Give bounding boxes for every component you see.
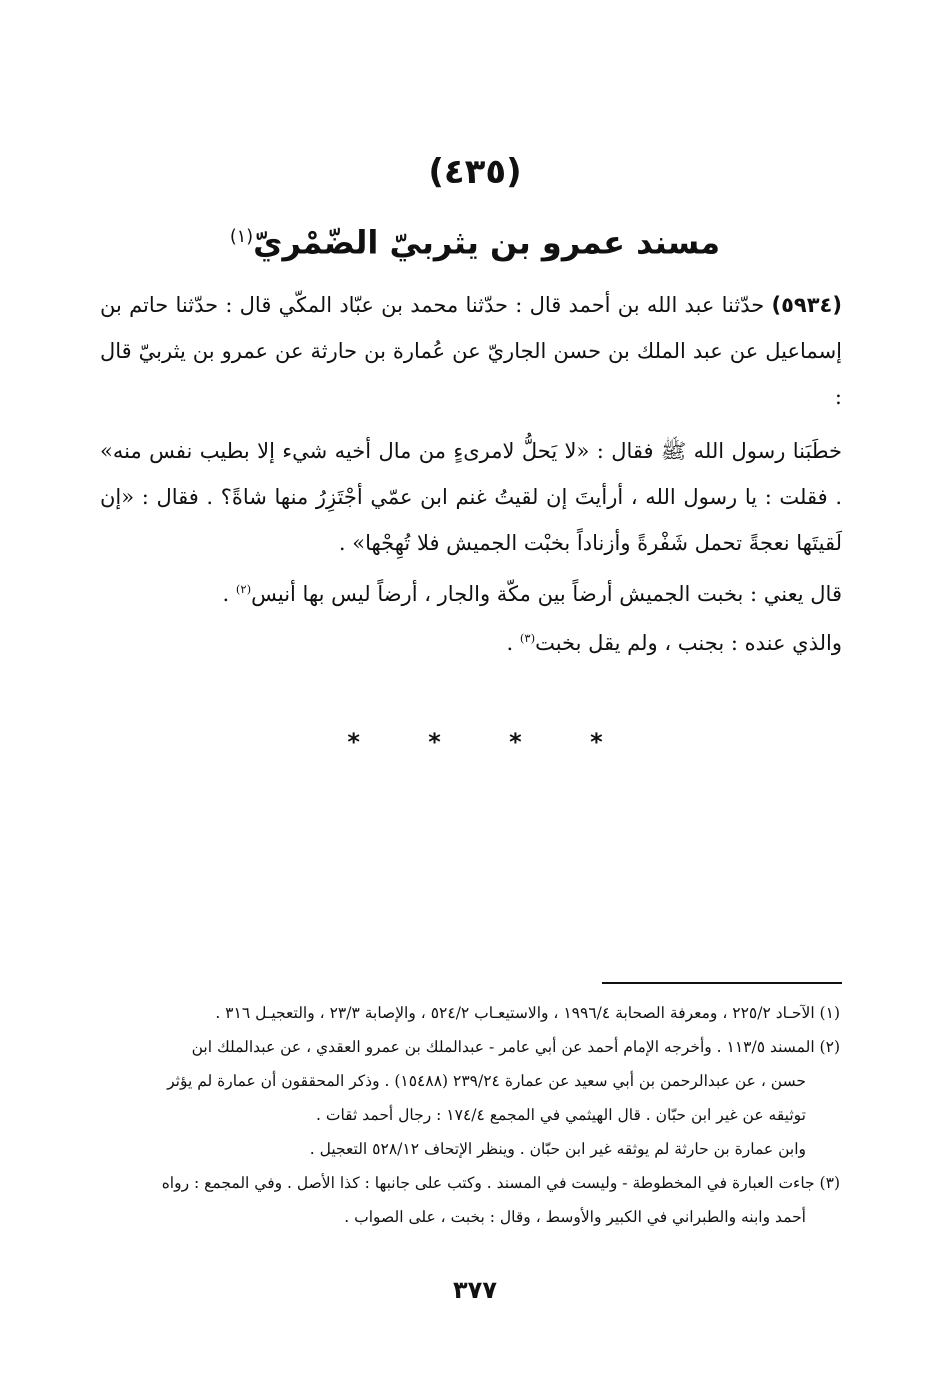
section-separator: * * * * bbox=[347, 728, 633, 756]
footnote-ref-1: (١) bbox=[229, 227, 254, 247]
footnote-ref-3: (٣) bbox=[519, 631, 536, 645]
footnote-1: (١) الآحـاد ٢٢٥/٢ ، ومعرفة الصحابة ١٩٩٦/٤ ، والاستيعـاب ٥٢٤/٢ ، والإصابة ٢٣/٣ ، والتعجيـل ٣١٦ . bbox=[215, 1004, 840, 1022]
hadith-matn-paragraph bbox=[100, 428, 842, 566]
footnote-2-continued: وابن عمارة بن حارثة لم يوثقه غير ابن حبّان . وينظر الإتحاف ٥٢٨/١٢ التعجيل . bbox=[309, 1140, 806, 1158]
explanation-text: قال يعني : بخبت الجميش أرضاً بين مكّة والجار ، أرضاً ليس بها أنيس bbox=[251, 582, 842, 606]
footnote-3: (٣) جاءت العبارة في المخطوطة - وليست في المسند . وكتب على جانبها : كذا الأصل . وفي المجمع : رواه bbox=[161, 1174, 840, 1192]
footnote-divider bbox=[602, 982, 842, 984]
chapter-title bbox=[0, 212, 950, 268]
footnote-2: (٢) المسند ١١٣/٥ . وأخرجه الإمام أحمد عن أبي عامر - عبدالملك بن عمرو العقدي ، عن عبدالملك ابن bbox=[191, 1038, 840, 1056]
explanation-paragraph bbox=[100, 566, 842, 617]
chapter-number: (٤٣٥) bbox=[428, 152, 522, 192]
footnote-3-continued: أحمد وابنه والطبراني في الكبير والأوسط ، وقال : بخبت ، على الصواب . bbox=[344, 1208, 806, 1226]
hadith-isnad: حدّثنا عبد الله بن أحمد قال : حدّثنا محمد بن عبّاد المكّي قال : حدّثنا حاتم بن إسماعيل عن عبد الملك بن حسن الجاريّ عن عُمارة بن حارثة عن عمرو بن يثربيّ قال : bbox=[100, 293, 842, 409]
footnote-ref-2: (٢) bbox=[235, 582, 252, 596]
hadith-matn: خطَبَنا رسول الله ﷺ فقال : «لا يَحلُّ لامرىءٍ من مال أخيه شيء إلا بطيب نفس منه» . فقلت : يا رسول الله ، أرأيتَ إن لقيتُ غنم ابن عمّي أجْتَزِرُ منها شاةً؟ . فقال : «إن لَقيتَها نعجةً تحمل شَفْرةً وأزناداً بخبْت الجميش فلا تُهِجْها» . bbox=[100, 439, 842, 555]
variant-text: والذي عنده : بجنب ، ولم يقل بخبت bbox=[535, 631, 842, 655]
variant-end: . bbox=[506, 631, 520, 655]
hadith-number: (٥٩٣٤) bbox=[771, 293, 842, 317]
footnotes bbox=[90, 996, 840, 1234]
chapter-title-text: مسند عمرو بن يثربيّ الضّمْريّ bbox=[253, 223, 721, 262]
footnote-2-continued: حسن ، عن عبدالرحمن بن أبي سعيد عن عمارة ٢٣٩/٢٤ (١٥٤٨٨) . وذكر المحققون أن عمارة لم يؤثر bbox=[167, 1072, 806, 1090]
hadith-isnad-paragraph bbox=[100, 282, 842, 420]
page-number: ٣٧٧ bbox=[453, 1276, 497, 1304]
explanation-end: . bbox=[222, 582, 236, 606]
footnote-2-continued: توثيقه عن غير ابن حبّان . قال الهيثمي في المجمع ١٧٤/٤ : رجال أحمد ثقات . bbox=[316, 1106, 806, 1124]
variant-paragraph bbox=[100, 615, 842, 666]
